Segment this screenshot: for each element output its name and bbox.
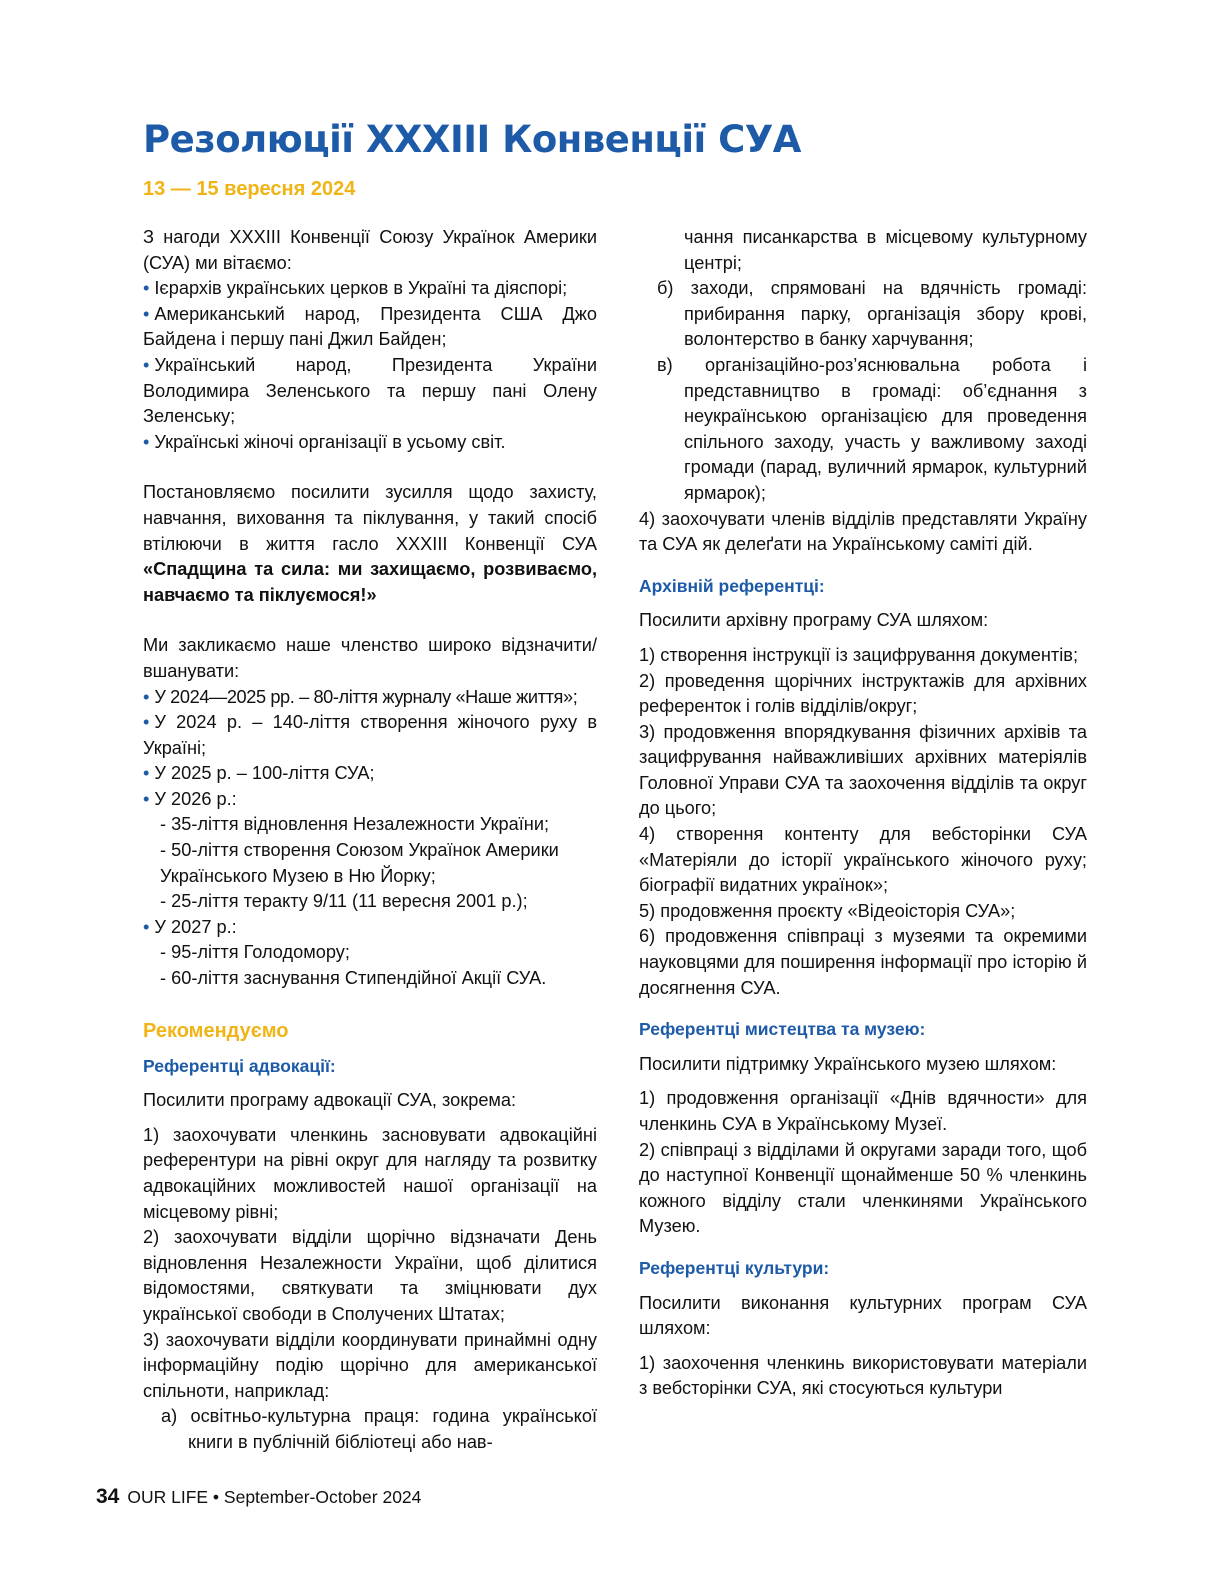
- bullet-icon: •: [143, 916, 150, 937]
- advocacy-item: 2) заохочувати відділи щорічно відзначати День відновлення Незалежности України, щоб ділитися відомостями, святкувати та зміцнювати дух української свободи в Сполучених Штатах;: [143, 1227, 597, 1324]
- archive-item: 5) продовження проєкту «Відеоісторія СУА»;: [639, 900, 1016, 921]
- advocacy-subitem: а) освітньо-культурна праця: година української книги в публічній бібліотеці або нав-: [161, 1406, 597, 1452]
- intro-paragraph: З нагоди XXXIII Конвенції Союзу Українок Америки (СУА) ми вітаємо:: [143, 227, 597, 273]
- call-paragraph: Ми закликаємо наше членство широко відзначити/вшанувати:: [143, 635, 597, 681]
- recommend-heading: Рекомендуємо: [143, 1019, 289, 1042]
- bullet-icon: •: [143, 354, 150, 375]
- archive-item: 3) продовження впорядкування фізичних архівів та зацифрування найважливіших архівних матеріялів Головної Управи СУА та заохочення відділів та округ до цього;: [639, 721, 1087, 819]
- bullet-icon: •: [143, 763, 150, 784]
- advocacy-intro: Посилити програму адвокації СУА, зокрема:: [143, 1090, 517, 1111]
- anniversary-item: • У 2025 р. – 100-ліття СУА;: [143, 763, 375, 784]
- anniversary-subitem: - 60-ліття заснування Стипендійної Акції СУА.: [160, 968, 547, 989]
- bullet-icon: •: [143, 712, 150, 733]
- anniversary-subitem: - 50-ліття створення Союзом Українок Америки: [160, 840, 559, 861]
- museum-heading: Референтці мистецтва та музею:: [639, 1019, 926, 1040]
- convention-dates: 13 — 15 вересня 2024: [143, 178, 356, 200]
- archive-item: 4) створення контенту для вебсторінки СУА «Матеріяли до історії українського жіночого руху; біографії видатних українок»;: [639, 824, 1087, 896]
- archive-item: 6) продовження співпраці з музеями та окремими науковцями для поширення інформації про історію й досягнення СУА.: [639, 926, 1087, 998]
- anniversary-subitem: - 95-ліття Голодомору;: [160, 942, 350, 963]
- archive-intro: Посилити архівну програму СУА шляхом:: [639, 610, 989, 631]
- convention-motto: «Спадщина та сила: ми захищаємо, розвиваємо, навчаємо та піклуємося!»: [143, 559, 597, 605]
- bullet-icon: •: [143, 431, 150, 452]
- museum-item: 2) співпраці з відділами й округами заради того, щоб до наступної Конвенції щонайменше 50 % членкинь кожного відділу стали членкинями Українського Музею.: [639, 1139, 1087, 1237]
- resolve-paragraph: Постановляємо посилити зусилля щодо захисту, навчання, виховання та піклування, у такий спосіб втілюючи в життя гасло XXXIII Конвенції СУА «Спадщина та сила: ми захищаємо, розвиваємо, навчаємо та піклуємося!»: [143, 482, 597, 605]
- bullet-icon: •: [143, 686, 150, 707]
- greeting-item: • Український народ, Президента України Володимира Зеленського та першу пані Олену Зеленську;: [143, 354, 597, 427]
- page-footer: [96, 1485, 421, 1509]
- anniversary-subitem-cont: Українського Музею в Ню Йорку;: [160, 865, 436, 886]
- anniversary-subitem: - 35-ліття відновлення Незалежности України;: [160, 814, 550, 835]
- advocacy-subitem-cont: чання писанкарства в місцевому культурному центрі;: [684, 227, 1087, 273]
- advocacy-subitem: б) заходи, спрямовані на вдячність громаді: прибирання парку, організація збору крові, волонтерство в банку харчування;: [657, 278, 1087, 350]
- advocacy-item: 3) заохочувати відділи координувати принаймні одну інформаційну подію щорічно для американської спільноти, наприклад:: [143, 1329, 597, 1401]
- page-title: Резолюції XXXIII Конвенції СУА: [143, 118, 801, 161]
- archive-heading: Архівній референтці:: [639, 575, 825, 596]
- culture-intro: Посилити виконання культурних програм СУА шляхом:: [639, 1292, 1087, 1339]
- museum-intro: Посилити підтримку Українського музею шляхом:: [639, 1053, 1057, 1074]
- archive-item: 2) проведення щорічних інструктажів для архівних референток і голів відділів/округ;: [639, 670, 1087, 717]
- archive-item: 1) створення інструкції із зацифрування документів;: [639, 644, 1078, 665]
- anniversary-subitem: - 25-ліття теракту 9/11 (11 вересня 2001 р.);: [160, 891, 528, 912]
- greeting-item: • Українські жіночі організації в усьому світ.: [143, 431, 506, 452]
- advocacy-item: 4) заохочувати членів відділів представляти Україну та СУА як делеґати на Українському саміті дій.: [639, 508, 1087, 555]
- advocacy-item: 1) заохочувати членкинь засновувати адвокаційні референтури на рівні округ для нагляду та розвитку адвокаційних можливостей нашої організації на місцевому рівні;: [143, 1124, 597, 1222]
- bullet-icon: •: [143, 303, 150, 324]
- culture-heading: Референтці культури:: [639, 1257, 830, 1278]
- greeting-item: • Ієрархів українських церков в Україні та діяспорі;: [143, 278, 568, 299]
- bullet-icon: •: [143, 788, 150, 809]
- greeting-item: • Американський народ, Президента США Джо Байдена і першу пані Джил Байден;: [143, 303, 597, 350]
- museum-item: 1) продовження організації «Днів вдячности» для членкинь СУА в Українському Музеї.: [639, 1088, 1087, 1134]
- page-number: 34: [96, 1485, 120, 1508]
- anniversary-item: • У 2024—2025 рр. – 80-ліття журналу «Наше життя»;: [143, 686, 578, 707]
- anniversary-item: • У 2027 р.:: [143, 916, 237, 937]
- bullet-icon: •: [143, 278, 150, 299]
- culture-item: 1) заохочення членкинь використовувати матеріали з вебсторінки СУА, які стосуються культури: [639, 1352, 1087, 1399]
- advocacy-subitem: в) організаційно-роз’яснювальна робота і представництво в громаді: об’єднання з неукраїнською організацією для проведення спільного заходу, участь у важливому заході громади (парад, вуличний ярмарок, культурний ярмарок);: [657, 354, 1087, 503]
- left-column: [143, 225, 597, 1456]
- right-column: [639, 225, 1087, 1402]
- anniversary-item: • У 2024 р. – 140-ліття створення жіночого руху в Україні;: [143, 712, 597, 758]
- footer-text: OUR LIFE • September-October 2024: [127, 1487, 422, 1507]
- anniversary-item: • У 2026 р.:: [143, 788, 237, 809]
- advocacy-heading: Референтці адвокації:: [143, 1055, 336, 1076]
